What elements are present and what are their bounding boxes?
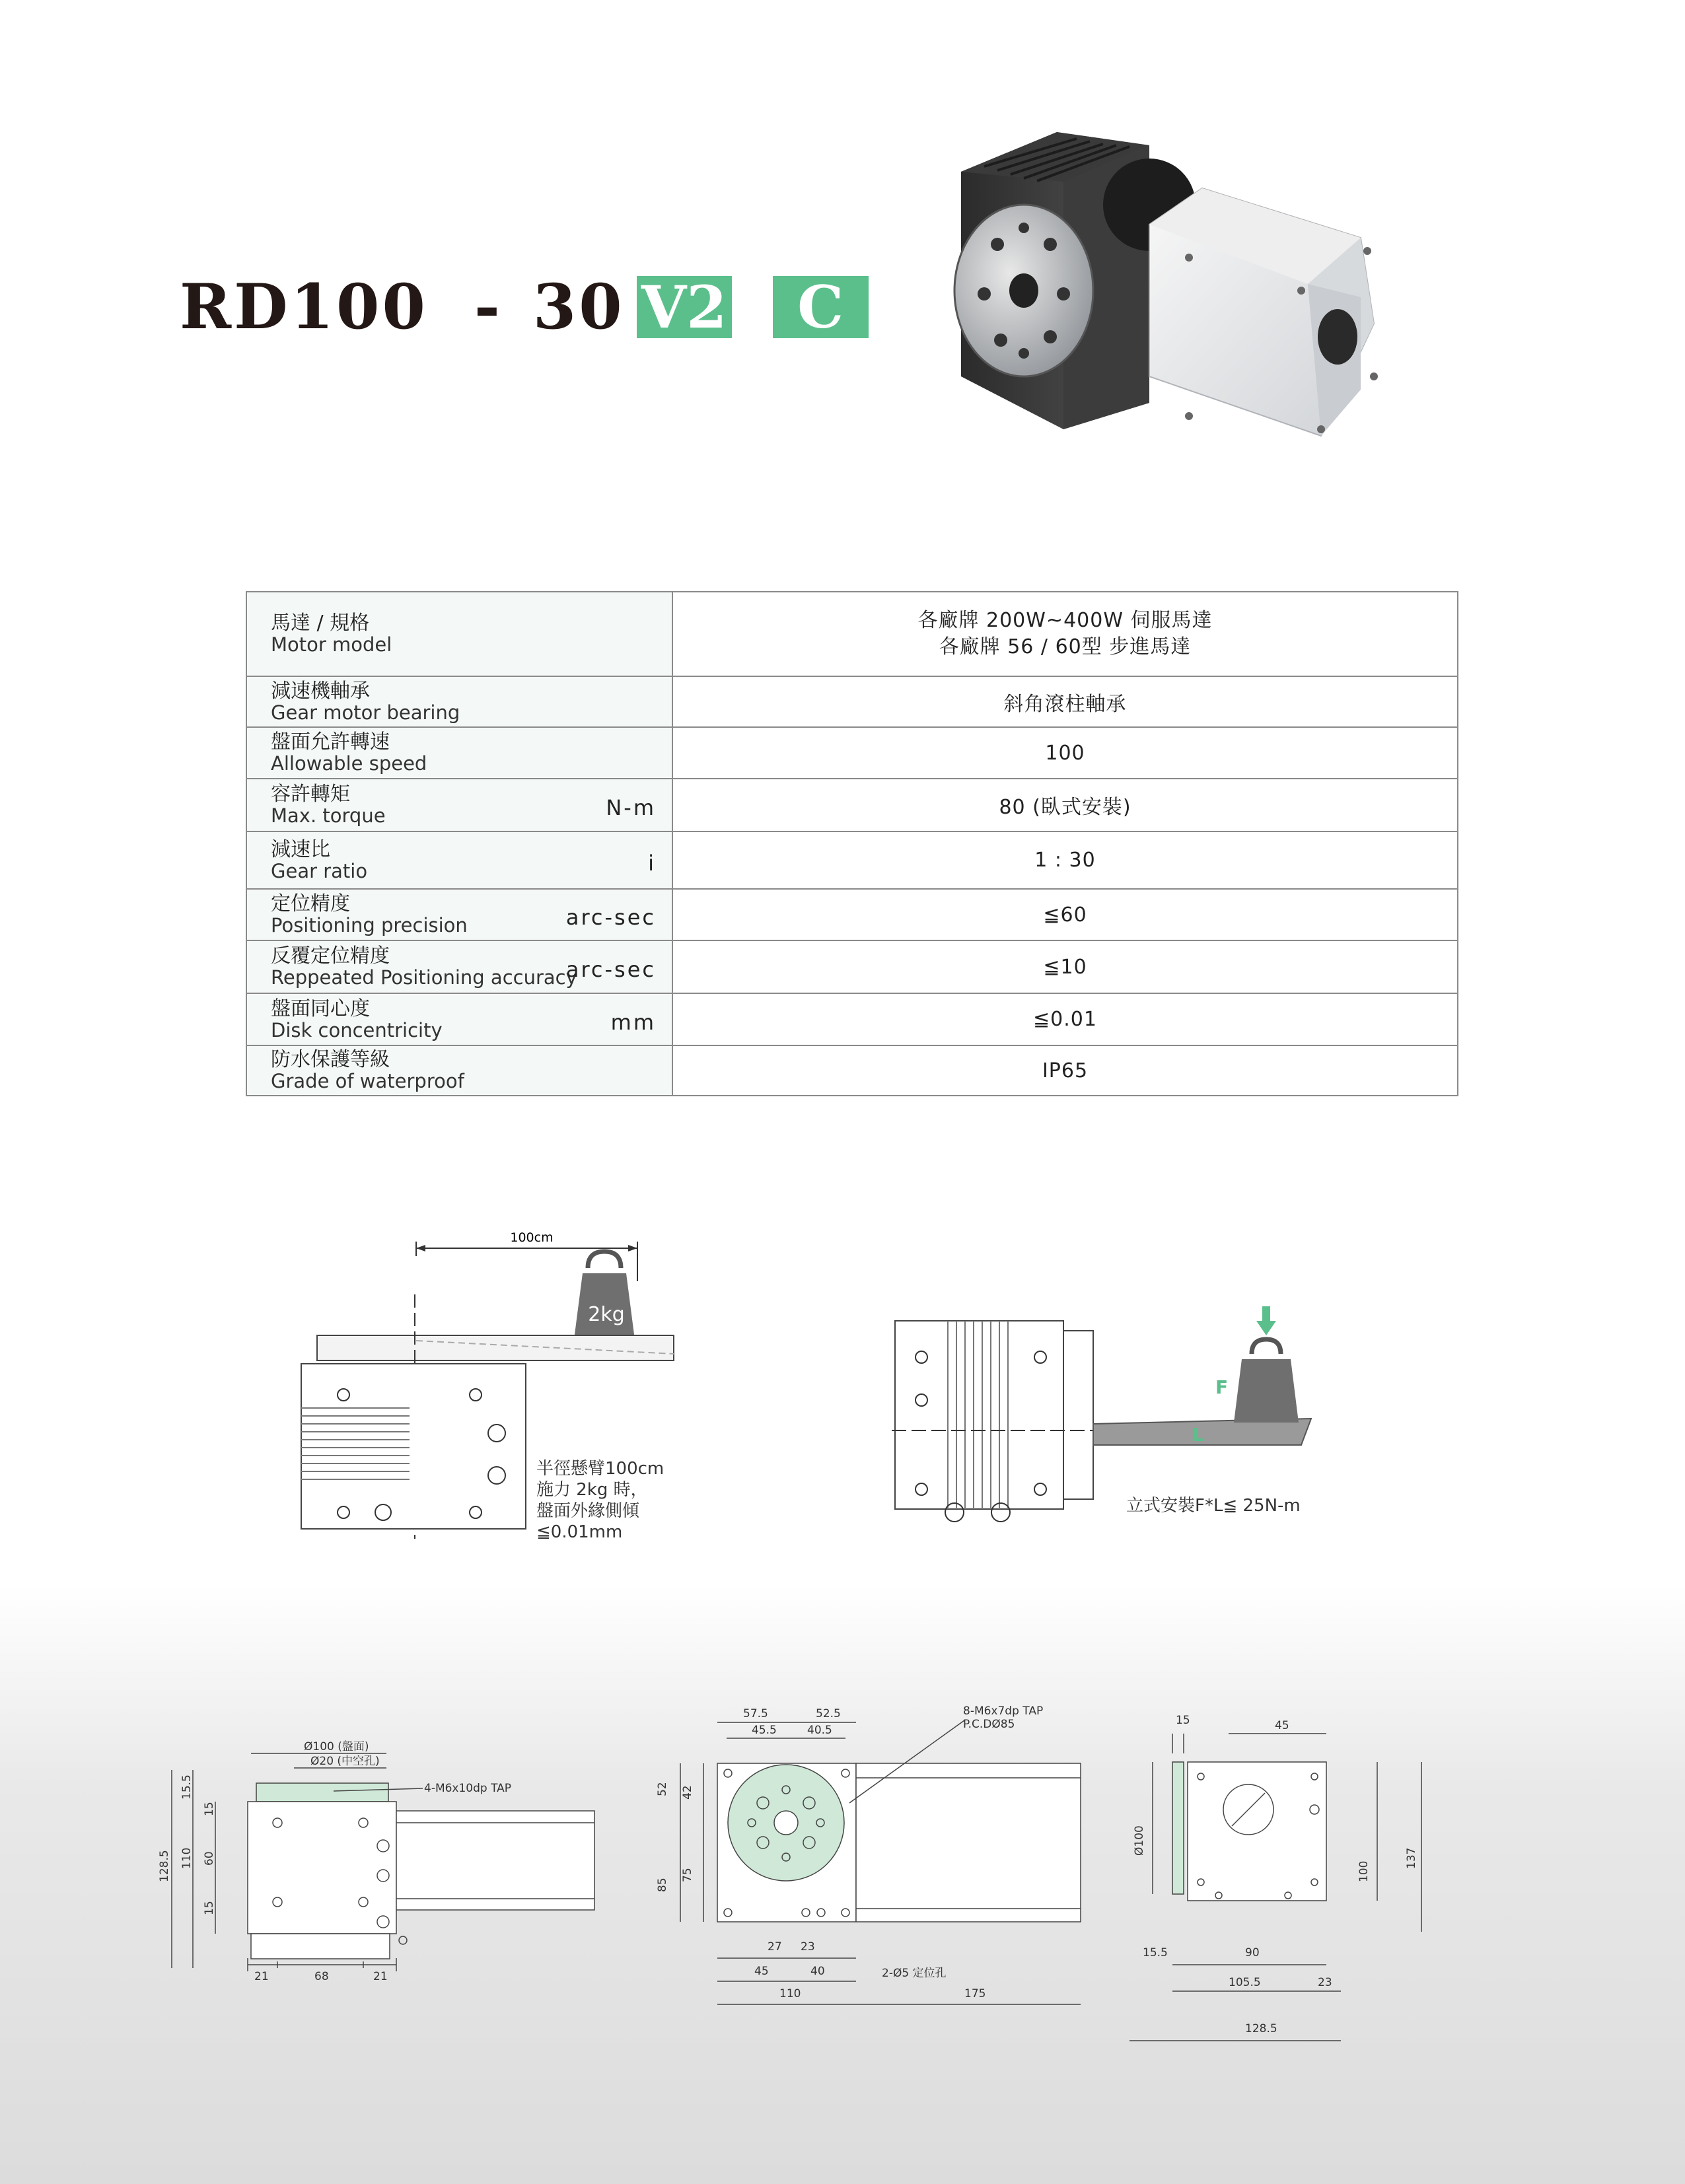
dim-text: 45.5: [752, 1724, 777, 1737]
spec-label-zh: 定位精度: [271, 892, 350, 915]
dim-text: 85: [656, 1878, 669, 1892]
spec-label: [246, 831, 672, 889]
dim-text: 40: [810, 1965, 825, 1978]
spec-value: [672, 592, 1458, 676]
dim-text: 128.5: [1245, 2022, 1277, 2035]
spec-label-zh: 盤面允許轉速: [271, 730, 390, 754]
spec-label-en: Reppeated Positioning accuracy: [271, 966, 577, 989]
dim-text: 45: [754, 1965, 769, 1978]
spec-label-zh: 容許轉矩: [271, 783, 350, 806]
caption-line: 施力 2kg 時，: [536, 1480, 648, 1500]
dim-text: 105.5: [1229, 1976, 1261, 1989]
dim-text: 23: [801, 1940, 815, 1954]
force-label: F: [1215, 1376, 1229, 1398]
spec-label-zh: 盤面同心度: [271, 997, 370, 1020]
spec-table: [246, 591, 1458, 1096]
spec-label: [246, 993, 672, 1045]
dim-text: 40.5: [807, 1724, 832, 1737]
ratio-number: 30: [532, 271, 625, 343]
model-name: RD100: [180, 271, 428, 343]
caption-line: ≦0.01mm: [536, 1522, 623, 1542]
dim-text: 15: [203, 1802, 216, 1816]
spec-label: [246, 889, 672, 940]
spec-label-en: Positioning precision: [271, 914, 468, 936]
length-label: L: [1192, 1424, 1204, 1446]
dim-text: 90: [1245, 1946, 1260, 1959]
spec-unit: mm: [610, 1009, 656, 1035]
spec-label-en: Gear ratio: [271, 859, 368, 882]
spec-value: IP65: [672, 1045, 1458, 1096]
distance-label: 100cm: [510, 1230, 554, 1245]
side-view-drawing: [152, 1730, 627, 1994]
caption-line: 盤面外緣側傾: [536, 1501, 640, 1521]
dim-text: Ø100: [1133, 1825, 1146, 1856]
dim-text: 45: [1275, 1719, 1289, 1732]
spec-label-zh: 減速機軸承: [271, 679, 370, 703]
spec-value: 斜角滾柱軸承: [672, 676, 1458, 727]
title-dash: -: [474, 271, 503, 343]
spec-label-en: Allowable speed: [271, 752, 427, 775]
spec-row: [246, 831, 1458, 889]
spec-row: [246, 1045, 1458, 1096]
spec-unit: arc-sec: [565, 956, 656, 982]
spec-label: [246, 779, 672, 831]
top-view-drawing: [654, 1704, 1103, 2021]
dim-text: Ø100 (盤面): [304, 1740, 369, 1753]
version-badge: V2: [637, 276, 732, 338]
product-title: [180, 271, 869, 343]
dim-text: 68: [314, 1970, 329, 1983]
spec-row: [246, 779, 1458, 831]
weight-label: 2kg: [588, 1303, 625, 1326]
spec-label: [246, 1045, 672, 1096]
variant-badge: C: [773, 276, 869, 338]
dim-text: 15: [203, 1901, 216, 1915]
spec-row: [246, 727, 1458, 779]
spec-label-zh: 減速比: [271, 837, 330, 861]
dim-text: 8-M6x7dp TAP: [963, 1705, 1044, 1718]
spec-value: ≦10: [672, 940, 1458, 993]
dim-text: 15.5: [180, 1775, 194, 1800]
spec-label-en: Gear motor bearing: [271, 701, 460, 724]
dim-text: P.C.DØ85: [963, 1718, 1015, 1731]
dim-text: 21: [373, 1970, 388, 1983]
vertical-mount-caption: 立式安裝F*L≦ 25N-m: [1126, 1496, 1301, 1516]
dim-text: 75: [681, 1868, 694, 1882]
spec-row: [246, 889, 1458, 940]
dim-text: 52: [656, 1782, 669, 1796]
dim-text: 2-Ø5 定位孔: [882, 1967, 947, 1980]
dim-text: 175: [964, 1987, 986, 2000]
spec-label: [246, 592, 672, 676]
spec-value: ≦60: [672, 889, 1458, 940]
spec-label-en: Max. torque: [271, 804, 386, 827]
dim-text: 128.5: [158, 1850, 171, 1882]
spec-label-zh: 反覆定位精度: [271, 944, 390, 968]
spec-label: [246, 940, 672, 993]
spec-label-en: Grade of waterproof: [271, 1070, 464, 1092]
spec-row: [246, 676, 1458, 727]
dim-text: 21: [254, 1970, 269, 1983]
spec-row: [246, 592, 1458, 676]
spec-label-en: Motor model: [271, 633, 392, 656]
dim-text: 110: [180, 1847, 194, 1869]
dim-text: 15: [1176, 1714, 1190, 1727]
spec-unit: i: [648, 850, 656, 876]
dim-text: 4-M6x10dp TAP: [424, 1782, 512, 1795]
dim-text: 27: [768, 1940, 782, 1954]
spec-row: [246, 993, 1458, 1045]
spec-value: ≦0.01: [672, 993, 1458, 1045]
dim-text: 23: [1318, 1976, 1332, 1989]
spec-label: [246, 676, 672, 727]
dim-text: 42: [681, 1785, 694, 1800]
spec-unit: N-m: [606, 794, 656, 820]
spec-label-en: Disk concentricity: [271, 1018, 443, 1041]
spec-label-zh: 防水保護等級: [271, 1048, 390, 1071]
spec-label: [246, 727, 672, 779]
arrow-down-icon: [1256, 1306, 1276, 1335]
dim-text: Ø20 (中空孔): [310, 1755, 380, 1768]
spec-label-zh: 馬達 / 規格: [271, 612, 370, 635]
spec-row: [246, 940, 1458, 993]
product-image: [951, 125, 1466, 561]
dim-text: 57.5: [743, 1707, 768, 1720]
dim-text: 15.5: [1143, 1946, 1168, 1959]
dim-text: 52.5: [816, 1707, 841, 1720]
dim-text: 100: [1357, 1860, 1371, 1882]
dim-text: 137: [1405, 1847, 1418, 1869]
spec-unit: arc-sec: [565, 904, 656, 930]
spec-value: 1 : 30: [672, 831, 1458, 889]
spec-value-line: 各廠牌 200W~400W 伺服馬達: [917, 609, 1213, 632]
weight-icon: [1234, 1339, 1299, 1423]
spec-value: 100: [672, 727, 1458, 779]
caption-line: 半徑懸臂100cm: [536, 1459, 664, 1479]
spec-value: 80 (臥式安裝): [672, 779, 1458, 831]
rear-view-drawing: [1116, 1704, 1460, 2047]
weight-icon: [573, 1251, 635, 1345]
spec-value-line: 各廠牌 56 / 60型 步進馬達: [939, 635, 1192, 658]
dim-text: 60: [203, 1851, 216, 1866]
dim-text: 110: [779, 1987, 801, 2000]
cantilever-caption: [536, 1458, 664, 1543]
